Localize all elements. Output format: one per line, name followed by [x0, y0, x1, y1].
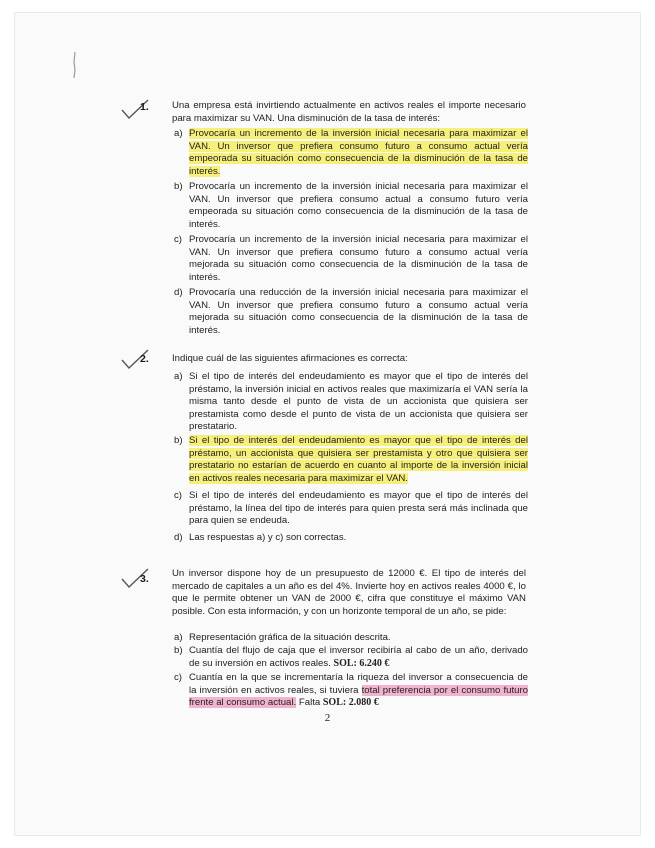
option-letter: a): [174, 128, 183, 139]
option-text: Si el tipo de interés del endeudamiento es mayor que el tipo de interés del préstamo, la línea del tipo de interés para quien presta será más inclinada que para quien se endeuda.: [189, 490, 528, 527]
option-text: Provocaría un incremento de la inversión inicial necesaria para maximizar el VAN. Un inversor que prefiera consumo actual a consumo futuro vería empeorada su situación como consecuencia de la disminución de la tasa de interés.: [189, 181, 528, 230]
option-letter: c): [174, 490, 182, 501]
option-c: [174, 234, 528, 286]
question-number: 1.: [140, 101, 149, 113]
highlighted-answer: Provocaría un incremento de la inversión inicial necesaria para maximizar el VAN. Un inversor que prefiera consumo futuro a consumo actual vería empeorada su situación como consecuencia de la disminución de la tasa de interés.: [189, 128, 528, 177]
option-text-suffix: Falta: [296, 697, 323, 709]
option-letter: c): [174, 234, 182, 245]
option-text: Representación gráfica de la situación descrita.: [189, 632, 391, 643]
option-a: [174, 128, 528, 180]
option-letter: d): [174, 532, 183, 543]
option-c: [174, 490, 528, 530]
option-text: Provocaría una reducción de la inversión inicial necesaria para maximizar el VAN. Un inversor que prefiera consumo futuro a consumo actual vería mejorada su situación como consecuencia de la disminución de la tasa de interés.: [189, 287, 528, 336]
option-text: Si el tipo de interés del endeudamiento es mayor que el tipo de interés del préstamo, la inversión inicial en activos reales que maximizaría el VAN sería la misma tanto desde el punto de vista de un accionista que quisiera ser prestamista como desde el punto de vista de un accionista que quisiera ser prestatario.: [189, 371, 528, 433]
question-stem: Una empresa está invirtiendo actualmente en activos reales el importe necesario para maximizar su VAN. Una disminución de la tasa de interés:: [172, 100, 526, 124]
highlighted-answer: Si el tipo de interés del endeudamiento es mayor que el tipo de interés del préstamo, un accionista que quisiera ser prestamista y otro que quisiera ser prestatario no estarían de acuerdo en cuanto al importe de la inversión inicial en activos reales necesaria para maximizar el VAN.: [189, 435, 528, 484]
option-letter: b): [174, 435, 183, 446]
option-b: [174, 645, 528, 673]
option-d: [174, 287, 528, 339]
question-stem: Indique cuál de las siguientes afirmaciones es correcta:: [172, 353, 408, 364]
page-number: 2: [324, 712, 331, 724]
question-number: 3.: [140, 573, 149, 585]
option-text: Cuantía del flujo de caja que el inversor recibiría al cabo de un año, derivado de su inversión en activos reales.: [189, 645, 528, 669]
option-a: [174, 371, 528, 435]
option-text: Provocaría un incremento de la inversión inicial necesaria para maximizar el VAN. Un inversor que prefiera consumo futuro a consumo actual vería mejorada su situación como consecuencia de la disminución de la tasa de interés.: [189, 234, 528, 283]
solution-label: SOL: 6.240 €: [333, 657, 390, 669]
option-b: [174, 435, 528, 487]
scan-artifact-mark: [72, 52, 78, 78]
question-number: 2.: [140, 353, 149, 365]
highlighted-text: total preferencia por el consumo futuro frente al consumo actual.: [189, 684, 528, 709]
option-a: [174, 632, 528, 646]
solution-label: SOL: 2.080 €: [322, 697, 379, 709]
scanned-page: [14, 12, 641, 836]
option-c: [174, 672, 528, 712]
option-letter: a): [174, 632, 183, 643]
option-text: Cuantía en la que se incrementaría la riqueza del inversor a consecuencia de la inversión en activos reales, si tuviera: [189, 672, 528, 696]
option-letter: b): [174, 181, 183, 192]
option-letter: a): [174, 371, 183, 382]
option-letter: d): [174, 287, 183, 298]
option-letter: c): [174, 672, 182, 683]
question-stem: Un inversor dispone hoy de un presupuesto de 12000 €. El tipo de interés del mercado de capitales a un año es del 4%. Invierte hoy en activos reales 4000 €, lo que le permite obtener un VAN de 2000 €, cifra que constituye el máximo VAN posible. Con esta información, y con un horizonte temporal de un año, se pide:: [172, 568, 526, 617]
option-b: [174, 181, 528, 233]
option-text: Las respuestas a) y c) son correctas.: [189, 532, 347, 543]
option-letter: b): [174, 645, 183, 656]
option-d: [174, 532, 528, 546]
